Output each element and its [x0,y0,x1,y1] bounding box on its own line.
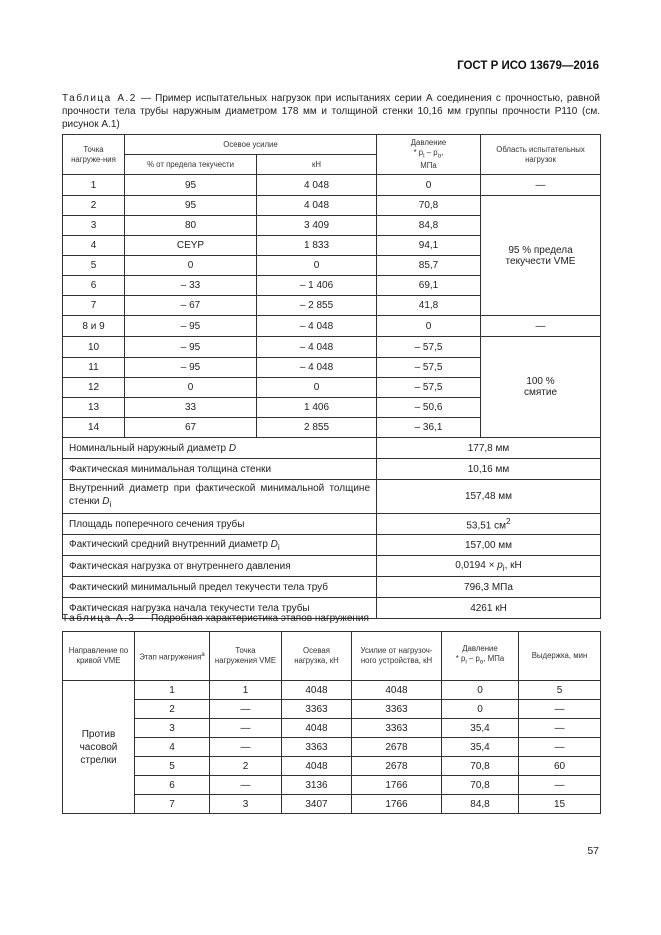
property-label-text: Площадь поперечного сечения трубы [69,518,245,530]
property-label [63,556,377,577]
property-row [63,535,601,556]
table-row [63,196,601,216]
pressure-cell: – 50,6 [377,398,481,418]
pressure-cell: – 57,5 [377,358,481,378]
test-area-yield-vme: 95 % предела текучести VME [481,196,601,316]
header-test-area: Область испытательных нагрузок [481,135,601,175]
property-row [63,480,601,514]
header-load-stage-text: Этап нагружения [139,652,202,662]
header-pressure-comma: , [441,147,444,157]
vme-point-cell: 2 [210,757,282,776]
property-label [63,438,377,459]
property-label-text: Фактический средний внутренний диаметр [69,538,271,550]
header-load-point: Точка нагруже-ния [63,135,125,175]
header-pressure [377,135,481,175]
pressure-cell: 94,1 [377,236,481,256]
device-force-cell: 2678 [352,738,442,757]
percent-yield-cell: – 67 [125,296,257,316]
percent-yield-cell: 33 [125,398,257,418]
header-pressure-formula-b: – р [424,147,438,157]
load-point-cell: 14 [63,418,125,438]
load-point-cell: 1 [63,175,125,196]
test-area-crush [481,337,601,438]
header-kn: кН [257,155,377,175]
property-label [63,535,377,556]
hold-time-cell: 15 [519,795,601,814]
property-label-text: Фактическая нагрузка начала текучести тела трубы [69,602,310,614]
pressure-cell: 0 [442,681,519,700]
property-row [63,577,601,598]
stage-cell: 1 [135,681,210,700]
axial-kn-cell: – 2 855 [257,296,377,316]
vme-point-cell: 1 [210,681,282,700]
axial-load-cell: 4048 [282,681,352,700]
pressure-cell: 35,4 [442,738,519,757]
pressure-cell: 0 [377,316,481,337]
device-force-cell: 3363 [352,719,442,738]
hold-time-cell: — [519,738,601,757]
device-force-cell: 3363 [352,700,442,719]
property-value-text: 53,51 см [466,520,507,532]
header-pressure-sub-o: o [437,152,442,160]
property-value-a: 0,0194 × [455,559,498,571]
load-point-cell: 3 [63,216,125,236]
table-row [63,795,601,814]
table-row [63,738,601,757]
header-vme-point: Точка нагружения VME [210,632,282,681]
stage-cell: 3 [135,719,210,738]
header-load-stage [135,632,210,681]
page-number: 57 [587,845,599,857]
direction-line-2: часовой [79,741,118,753]
axial-load-cell: 4048 [282,719,352,738]
load-point-cell: 10 [63,337,125,358]
table-a3-caption-label: Таблица А.3 [62,613,136,624]
stage-cell: 5 [135,757,210,776]
pressure-cell: 69,1 [377,276,481,296]
table-row [63,681,601,700]
load-point-cell: 11 [63,358,125,378]
property-label-text: Фактическая минимальная толщина стенки [69,463,272,475]
header-load-stage-footnote: a [201,650,205,658]
property-value [377,514,601,535]
table-a2-caption-text: — Пример испытательных нагрузок при испытаниях серии А соединения с прочностью, равной прочности тела трубы наружным диаметром 178 мм и толщиной стенки 10,16 мм группы прочности Р110 (см. рисунок А.1) [62,93,600,130]
header-vme-direction: Направление по кривой VME [63,632,135,681]
property-label [63,459,377,480]
load-point-cell: 5 [63,256,125,276]
load-point-cell: 8 и 9 [63,316,125,337]
property-value-text: 4261 кН [470,602,507,614]
load-point-cell: 13 [63,398,125,418]
percent-yield-cell: 0 [125,256,257,276]
pressure-cell: 70,8 [442,776,519,795]
property-label [63,480,377,514]
percent-yield-cell: 95 [125,196,257,216]
axial-load-cell: 3136 [282,776,352,795]
percent-yield-cell: – 95 [125,358,257,378]
hold-time-cell: 60 [519,757,601,776]
table-a2-caption-label: Таблица А.2 [62,93,137,104]
table-row [63,316,601,337]
percent-yield-cell: 67 [125,418,257,438]
device-force-cell: 2678 [352,757,442,776]
header-percent-yield: % от предела текучести [125,155,257,175]
pressure-cell: 0 [442,700,519,719]
table-a2-caption [62,92,600,131]
header-pressure-a3-formula-a: * р [455,654,466,664]
axial-load-cell: 4048 [282,757,352,776]
stage-cell: 4 [135,738,210,757]
axial-load-cell: 3363 [282,738,352,757]
property-value-text: 177,8 мм [467,442,510,454]
header-pressure-a3-formula-b: – р [466,654,480,664]
axial-kn-cell: – 4 048 [257,337,377,358]
vme-point-cell: — [210,776,282,795]
table-a3-caption [62,612,600,625]
table-a2 [62,134,601,619]
header-pressure-title: Давление [410,137,447,147]
axial-kn-cell: 1 406 [257,398,377,418]
percent-yield-cell: CEYP [125,236,257,256]
header-pressure-a3-title: Давление [462,644,498,654]
test-area-dash: — [481,175,601,196]
header-axial-load: Осевая нагрузка, кН [282,632,352,681]
header-device-force: Усилие от нагрузоч-ного устройства, кН [352,632,442,681]
vme-point-cell: — [210,700,282,719]
property-value-text: 157,48 мм [464,491,513,502]
percent-yield-cell: – 95 [125,337,257,358]
property-row [63,459,601,480]
property-value [377,480,601,514]
percent-yield-cell: 95 [125,175,257,196]
axial-kn-cell: – 4 048 [257,316,377,337]
axial-kn-cell: 4 048 [257,175,377,196]
pressure-cell: 35,4 [442,719,519,738]
header-pressure-a3-unit: , МПа [483,654,505,664]
property-value-b: , кН [504,559,522,571]
property-value [377,459,601,480]
document-header: ГОСТ Р ИСО 13679—2016 [457,60,599,72]
test-area-crush-percent: 100 % [526,376,555,387]
direction-line-3: стрелки [80,754,117,766]
load-point-cell: 2 [63,196,125,216]
axial-kn-cell: 2 855 [257,418,377,438]
table-row [63,175,601,196]
header-axial-force: Осевое усилие [125,135,377,155]
property-value [377,438,601,459]
property-value-sub: i [502,562,505,573]
property-symbol: D [102,496,110,507]
pressure-cell: – 36,1 [377,418,481,438]
axial-kn-cell: – 4 048 [257,358,377,378]
device-force-cell: 1766 [352,776,442,795]
table-row [63,757,601,776]
axial-load-cell: 3407 [282,795,352,814]
hold-time-cell: — [519,719,601,738]
load-point-cell: 4 [63,236,125,256]
table-row [63,719,601,738]
table-a3-caption-text: — Подробная характеристика этапов нагружения [135,613,369,624]
axial-load-cell: 3363 [282,700,352,719]
axial-kn-cell: 4 048 [257,196,377,216]
property-row [63,556,601,577]
vme-point-cell: 3 [210,795,282,814]
pressure-cell: 41,8 [377,296,481,316]
pressure-cell: 70,8 [442,757,519,776]
property-row [63,514,601,535]
load-point-cell: 6 [63,276,125,296]
property-symbol: D [270,538,278,550]
pressure-cell: 85,7 [377,256,481,276]
device-force-cell: 1766 [352,795,442,814]
property-value-sup: 2 [506,516,511,527]
header-pressure-sub-i: i [423,152,425,160]
property-label [63,577,377,598]
axial-kn-cell: 0 [257,378,377,398]
header-pressure-a3-sub-o: o [479,658,484,666]
property-value [377,577,601,598]
property-symbol-sub: i [109,499,112,509]
property-symbol: D [228,442,237,454]
property-value [377,535,601,556]
table-row [63,700,601,719]
pressure-cell: – 57,5 [377,337,481,358]
property-value [377,556,601,577]
property-row [63,438,601,459]
pressure-cell: 84,8 [442,795,519,814]
axial-kn-cell: 3 409 [257,216,377,236]
table-row [63,776,601,795]
vme-point-cell: — [210,719,282,738]
property-value-symbol: p [497,559,503,571]
property-value-text: 10,16 мм [467,463,510,475]
header-pressure-a3-sub-i: i [465,658,467,666]
percent-yield-cell: – 33 [125,276,257,296]
property-symbol-sub: i [277,541,280,552]
property-label-text: Фактический минимальный предел текучести тела труб [69,581,329,593]
axial-kn-cell: – 1 406 [257,276,377,296]
table-a3 [62,631,601,814]
property-label-text: Внутренний диаметр при фактической минимальной толщине стенки [69,483,370,507]
header-pressure-formula-a: * р [413,147,424,157]
header-pressure-unit: МПа [420,161,437,171]
stage-cell: 2 [135,700,210,719]
percent-yield-cell: – 95 [125,316,257,337]
property-label-text: Фактическая нагрузка от внутреннего давления [69,560,291,572]
property-label-text: Номинальный наружный диаметр [69,442,229,454]
pressure-cell: 70,8 [377,196,481,216]
test-area-dash: — [481,316,601,337]
vme-point-cell: — [210,738,282,757]
hold-time-cell: — [519,776,601,795]
property-value-text: 157,00 мм [464,539,513,551]
device-force-cell: 4048 [352,681,442,700]
stage-cell: 6 [135,776,210,795]
header-hold-time: Выдержка, мин [519,632,601,681]
table-row [63,337,601,358]
percent-yield-cell: 0 [125,378,257,398]
direction-counterclockwise [63,681,135,814]
hold-time-cell: — [519,700,601,719]
hold-time-cell: 5 [519,681,601,700]
stage-cell: 7 [135,795,210,814]
axial-kn-cell: 1 833 [257,236,377,256]
direction-line-1: Против [81,728,116,740]
pressure-cell: 84,8 [377,216,481,236]
property-label [63,514,377,535]
percent-yield-cell: 80 [125,216,257,236]
load-point-cell: 7 [63,296,125,316]
header-pressure-a3 [442,632,519,681]
axial-kn-cell: 0 [257,256,377,276]
test-area-crush-label: смятие [523,387,558,398]
pressure-cell: – 57,5 [377,378,481,398]
property-value-text: 796,3 МПа [464,581,513,593]
load-point-cell: 12 [63,378,125,398]
pressure-cell: 0 [377,175,481,196]
